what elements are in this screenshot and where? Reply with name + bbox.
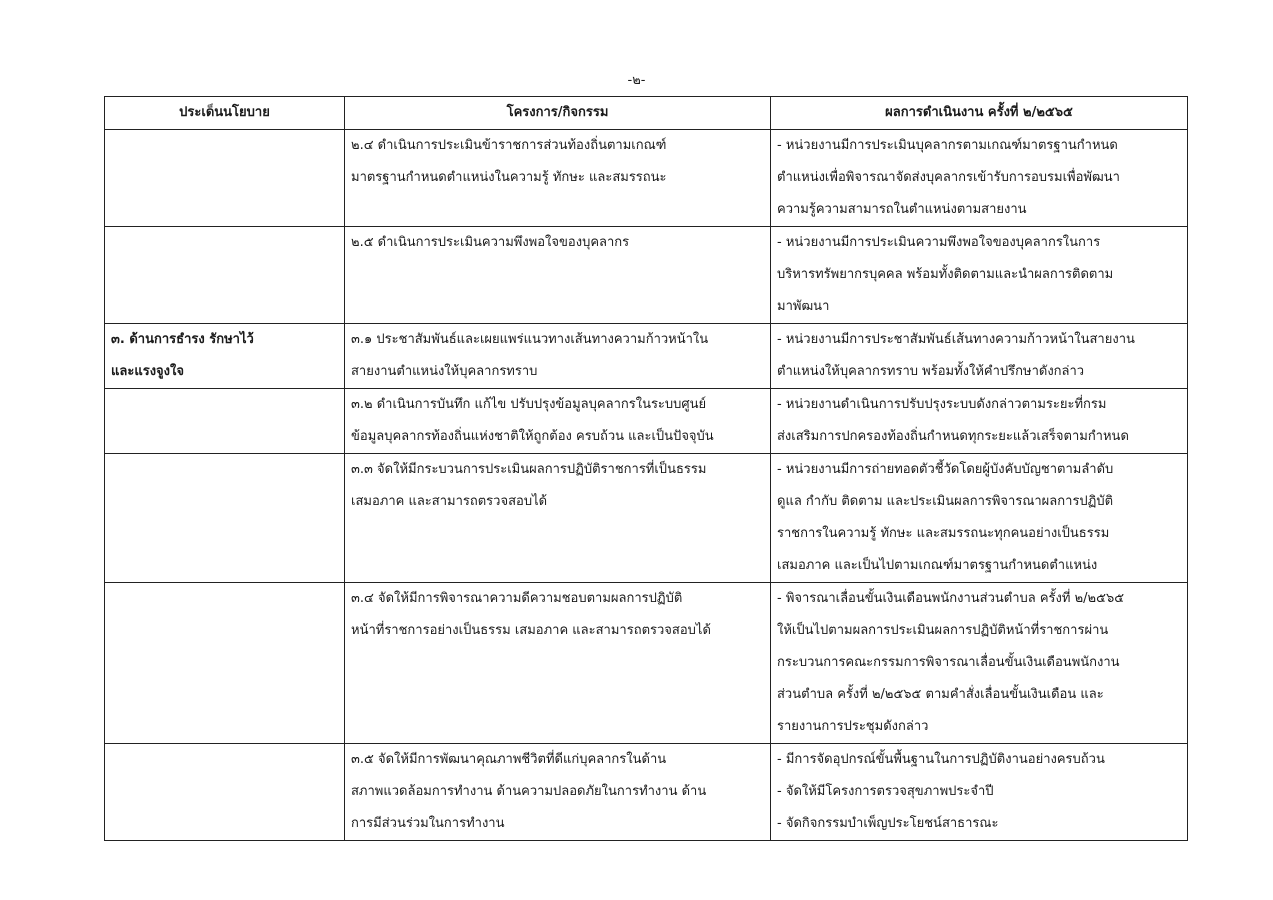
policy-cell <box>105 324 345 389</box>
project-cell <box>345 744 771 841</box>
project-line: ข้อมูลบุคลากรท้องถิ่นแห่งชาติให้ถูกต้อง ครบถ้วน และเป็นปัจจุบัน <box>351 429 714 444</box>
result-line: กระบวนการคณะกรรมการพิจารณาเลื่อนขั้นเงินเดือนพนักงาน <box>777 655 1120 670</box>
project-line: ๒.๔ ดำเนินการประเมินข้าราชการส่วนท้องถิ่นตามเกณฑ์ <box>351 138 667 153</box>
policy-cell <box>105 744 345 841</box>
result-line: รายงานการประชุมดังกล่าว <box>777 719 929 734</box>
result-cell <box>771 454 1188 583</box>
project-line: หน้าที่ราชการอย่างเป็นธรรม เสมอภาค และสามารถตรวจสอบได้ <box>351 623 711 638</box>
project-cell <box>345 389 771 454</box>
result-line: - พิจารณาเลื่อนขั้นเงินเดือนพนักงานส่วนตำบล ครั้งที่ ๒/๒๕๖๕ <box>777 591 1125 606</box>
result-line: ราชการในความรู้ ทักษะ และสมรรถนะทุกคนอย่างเป็นธรรม <box>777 526 1110 541</box>
project-line: ๓.๓ จัดให้มีกระบวนการประเมินผลการปฏิบัติราชการที่เป็นธรรม <box>351 462 707 477</box>
project-cell <box>345 130 771 227</box>
project-line: ๓.๔ จัดให้มีการพิจารณาความดีความชอบตามผลการปฏิบัติ <box>351 591 683 606</box>
result-line: - หน่วยงานมีการประเมินความพึงพอใจของบุคลากรในการ <box>777 235 1101 250</box>
result-line: ตำแหน่งเพื่อพิจารณาจัดส่งบุคลากรเข้ารับการอบรมเพื่อพัฒนา <box>777 170 1120 185</box>
project-line: ๓.๕ จัดให้มีการพัฒนาคุณภาพชีวิตที่ดีแก่บุคลากรในด้าน <box>351 752 667 767</box>
result-line: เสมอภาค และเป็นไปตามเกณฑ์มาตรฐานกำหนดตำแหน่ง <box>777 558 1098 573</box>
project-cell <box>345 227 771 324</box>
table-row <box>105 389 1188 454</box>
result-line: ดูแล กำกับ ติดตาม และประเมินผลการพิจารณาผลการปฏิบัติ <box>777 494 1114 509</box>
project-line: มาตรฐานกำหนดตำแหน่งในความรู้ ทักษะ และสมรรถนะ <box>351 170 667 185</box>
project-line: ๒.๕ ดำเนินการประเมินความพึงพอใจของบุคลากร <box>351 235 630 250</box>
result-line: - หน่วยงานมีการประชาสัมพันธ์เส้นทางความก้าวหน้าในสายงาน <box>777 332 1135 347</box>
result-cell <box>771 583 1188 744</box>
project-line: สภาพแวดล้อมการทำงาน ด้านความปลอดภัยในการทำงาน ด้าน <box>351 784 707 799</box>
result-line: ส่วนตำบล ครั้งที่ ๒/๒๕๖๕ ตามคำสั่งเลื่อนขั้นเงินเดือน และ <box>777 687 1104 702</box>
header-policy: ประเด็นนโยบาย <box>105 97 345 130</box>
policy-line: และแรงจูงใจ <box>111 364 184 379</box>
table-row <box>105 324 1188 389</box>
result-cell <box>771 744 1188 841</box>
policy-table <box>104 96 1188 841</box>
table-body <box>105 130 1188 841</box>
page-number: -๒- <box>627 73 646 88</box>
policy-cell <box>105 389 345 454</box>
result-line: บริหารทรัพยากรบุคคล พร้อมทั้งติดตามและนำผลการติดตาม <box>777 267 1114 282</box>
result-line: - จัดให้มีโครงการตรวจสุขภาพประจำปี <box>777 784 994 799</box>
policy-cell <box>105 130 345 227</box>
result-line: - หน่วยงานดำเนินการปรับปรุงระบบดังกล่าวตามระยะที่กรม <box>777 397 1107 412</box>
table-row <box>105 130 1188 227</box>
policy-cell <box>105 583 345 744</box>
header-project: โครงการ/กิจกรรม <box>345 97 771 130</box>
result-cell <box>771 324 1188 389</box>
table-row <box>105 744 1188 841</box>
table-row <box>105 454 1188 583</box>
result-line: ความรู้ความสามารถในตำแหน่งตามสายงาน <box>777 202 1027 217</box>
policy-cell <box>105 454 345 583</box>
result-cell <box>771 227 1188 324</box>
header-result: ผลการดำเนินงาน ครั้งที่ ๒/๒๕๖๕ <box>771 97 1188 130</box>
table-header-row <box>105 97 1188 130</box>
policy-cell <box>105 227 345 324</box>
table-row <box>105 227 1188 324</box>
project-line: การมีส่วนร่วมในการทำงาน <box>351 816 505 831</box>
project-line: ๓.๒ ดำเนินการบันทึก แก้ไข ปรับปรุงข้อมูลบุคลากรในระบบศูนย์ <box>351 397 707 412</box>
project-cell <box>345 454 771 583</box>
project-line: ๓.๑ ประชาสัมพันธ์และเผยแพร่แนวทางเส้นทางความก้าวหน้าใน <box>351 332 709 347</box>
result-cell <box>771 130 1188 227</box>
project-line: เสมอภาค และสามารถตรวจสอบได้ <box>351 494 548 509</box>
result-line: ให้เป็นไปตามผลการประเมินผลการปฏิบัติหน้าที่ราชการผ่าน <box>777 623 1109 638</box>
result-line: - หน่วยงานมีการประเมินบุคลากรตามเกณฑ์มาตรฐานกำหนด <box>777 138 1118 153</box>
result-line: ตำแหน่งให้บุคลากรทราบ พร้อมทั้งให้คำปรึกษาดังกล่าว <box>777 364 1085 379</box>
result-line: - มีการจัดอุปกรณ์ขั้นพื้นฐานในการปฏิบัติงานอย่างครบถ้วน <box>777 752 1105 767</box>
result-cell <box>771 389 1188 454</box>
result-line: - หน่วยงานมีการถ่ายทอดตัวชี้วัดโดยผู้บังคับบัญชาตามลำดับ <box>777 462 1114 477</box>
result-line: มาพัฒนา <box>777 299 830 314</box>
result-line: ส่งเสริมการปกครองท้องถิ่นกำหนดทุกระยะแล้วเสร็จตามกำหนด <box>777 429 1129 444</box>
project-line: สายงานตำแหน่งให้บุคลากรทราบ <box>351 364 538 379</box>
project-cell <box>345 324 771 389</box>
policy-line: ๓. ด้านการธำรง รักษาไว้ <box>111 332 254 347</box>
project-cell <box>345 583 771 744</box>
result-line: - จัดกิจกรรมบำเพ็ญประโยชน์สาธารณะ <box>777 816 999 831</box>
table-row <box>105 583 1188 744</box>
